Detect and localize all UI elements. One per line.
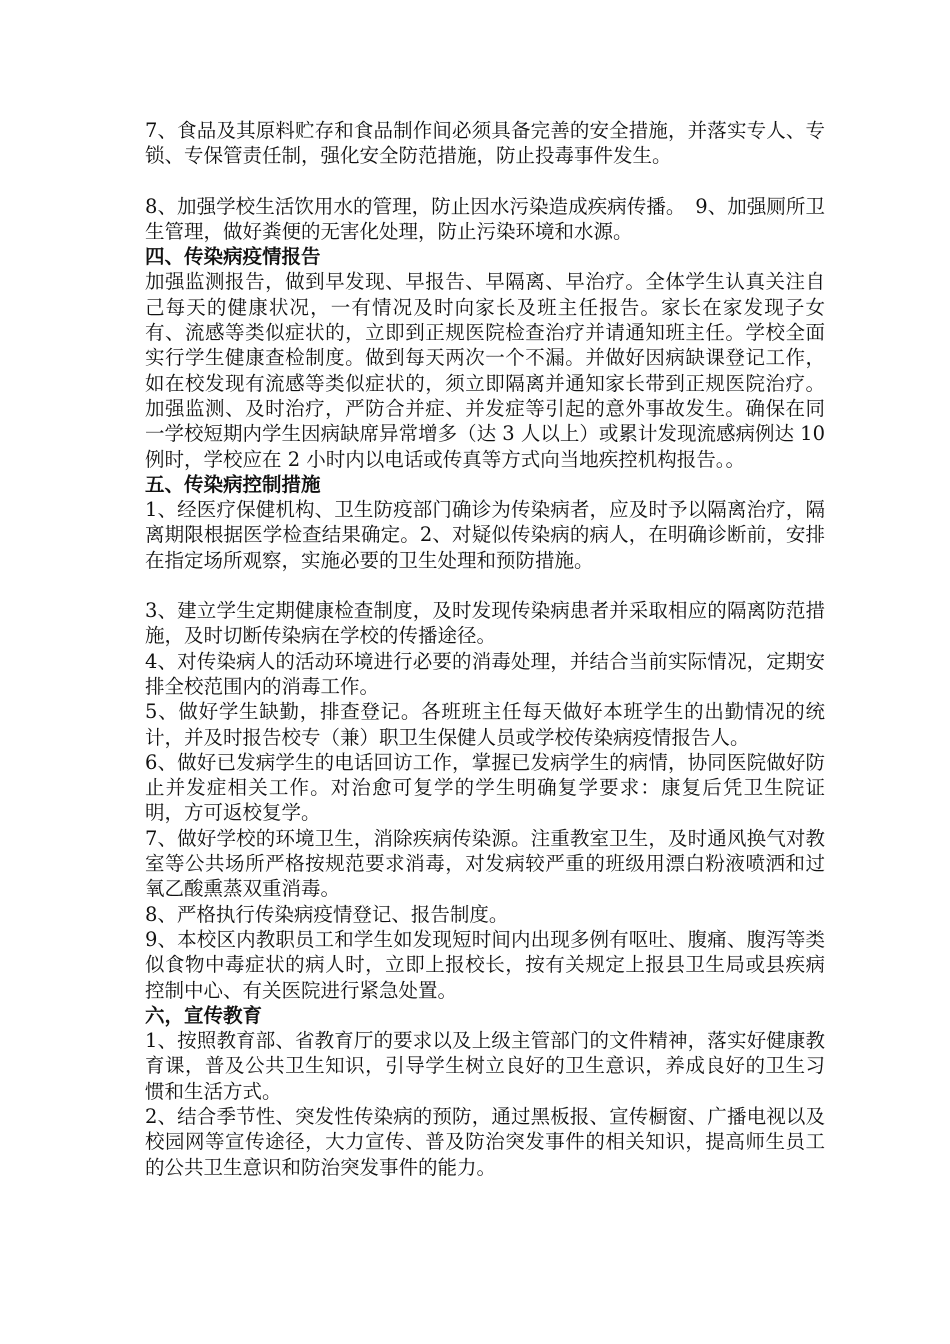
paragraph-control-5: 5、做好学生缺勤，排查登记。各班班主任每天做好本班学生的出勤情况的统计，并及时报告校专（兼）职卫生保健人员或学校传染病疫情报告人。 bbox=[145, 700, 825, 749]
paragraph-control-9: 9、本校区内教职员工和学生如发现短时间内出现多例有呕吐、腹痛、腹泻等类似食物中毒症状的病人时，立即上报校长，按有关规定上报县卫生局或县疾病控制中心、有关医院进行紧急处置。 bbox=[145, 927, 825, 1002]
paragraph-control-1-2: 1、经医疗保健机构、卫生防疫部门确诊为传染病者，应及时予以隔离治疗，隔离期限根据医学检查结果确定。2、对疑似传染病的病人，在明确诊断前，安排在指定场所观察，实施必要的卫生处理和预防措施。 bbox=[145, 498, 825, 572]
blank-line bbox=[145, 169, 825, 194]
paragraph-education-2: 2、结合季节性、突发性传染病的预防，通过黑板报、宣传橱窗、广播电视以及校园网等宣传途径，大力宣传、普及防治突发事件的相关知识，提高师生员工的公共卫生意识和防治突发事件的能力。 bbox=[145, 1104, 825, 1179]
paragraph-control-4: 4、对传染病人的活动环境进行必要的消毒处理，并结合当前实际情况，定期安排全校范围内的消毒工作。 bbox=[145, 649, 825, 698]
heading-control-measures: 五、传染病控制措施 bbox=[145, 472, 321, 496]
paragraph-monitoring-report: 加强监测报告，做到早发现、早报告、早隔离、早治疗。全体学生认真关注自己每天的健康状况，一有情况及时向家长及班主任报告。家长在家发现子女有、流感等类似症状的，立即到正规医院检查治疗并请通知班主任。学校全面实行学生健康查检制度。做到每天两次一个不漏。并做好因病缺课登记工作，如在校发现有流感等类似症状的，须立即隔离并通知家长带到正规医院治疗。加强监测、及时治疗，严防合并症、并发症等引起的意外事故发生。确保在同一学校短期内学生因病缺席异常增多（达 3 人以上）或累计发现流感病例达 10 例时，学校应在 2 小时内以电话或传真等方式向当地疾控机构报告。。 bbox=[145, 270, 825, 471]
blank-line bbox=[145, 573, 825, 598]
paragraph-control-6: 6、做好已发病学生的电话回访工作，掌握已发病学生的病情，协同医院做好防止并发症相关工作。对治愈可复学的学生明确复学要求：康复后凭卫生院证明，方可返校复学。 bbox=[145, 750, 825, 825]
paragraph-control-8: 8、严格执行传染病疫情登记、报告制度。 bbox=[145, 902, 509, 926]
heading-epidemic-report: 四、传染病疫情报告 bbox=[145, 245, 321, 269]
document-page bbox=[145, 118, 825, 1180]
paragraph-water-toilet: 8、加强学校生活饮用水的管理，防止因水污染造成疾病传播。 9、加强厕所卫生管理，做好粪便的无害化处理，防止污染环境和水源。 bbox=[145, 194, 825, 243]
paragraph-control-3: 3、建立学生定期健康检查制度，及时发现传染病患者并采取相应的隔离防范措施，及时切断传染病在学校的传播途径。 bbox=[145, 599, 825, 648]
paragraph-education-1: 1、按照教育部、省教育厅的要求以及上级主管部门的文件精神，落实好健康教育课，普及公共卫生知识，引导学生树立良好的卫生意识，养成良好的卫生习惯和生活方式。 bbox=[145, 1029, 825, 1103]
heading-publicity-education: 六，宣传教育 bbox=[145, 1003, 263, 1027]
paragraph-control-7: 7、做好学校的环境卫生，消除疾病传染源。注重教室卫生，及时通风换气对教室等公共场所严格按规范要求消毒，对发病较严重的班级用漂白粉液喷洒和过氧乙酸熏蒸双重消毒。 bbox=[145, 826, 825, 901]
paragraph-food-storage: 7、食品及其原料贮存和食品制作间必须具备完善的安全措施，并落实专人、专锁、专保管责任制，强化安全防范措施，防止投毒事件发生。 bbox=[145, 119, 825, 168]
